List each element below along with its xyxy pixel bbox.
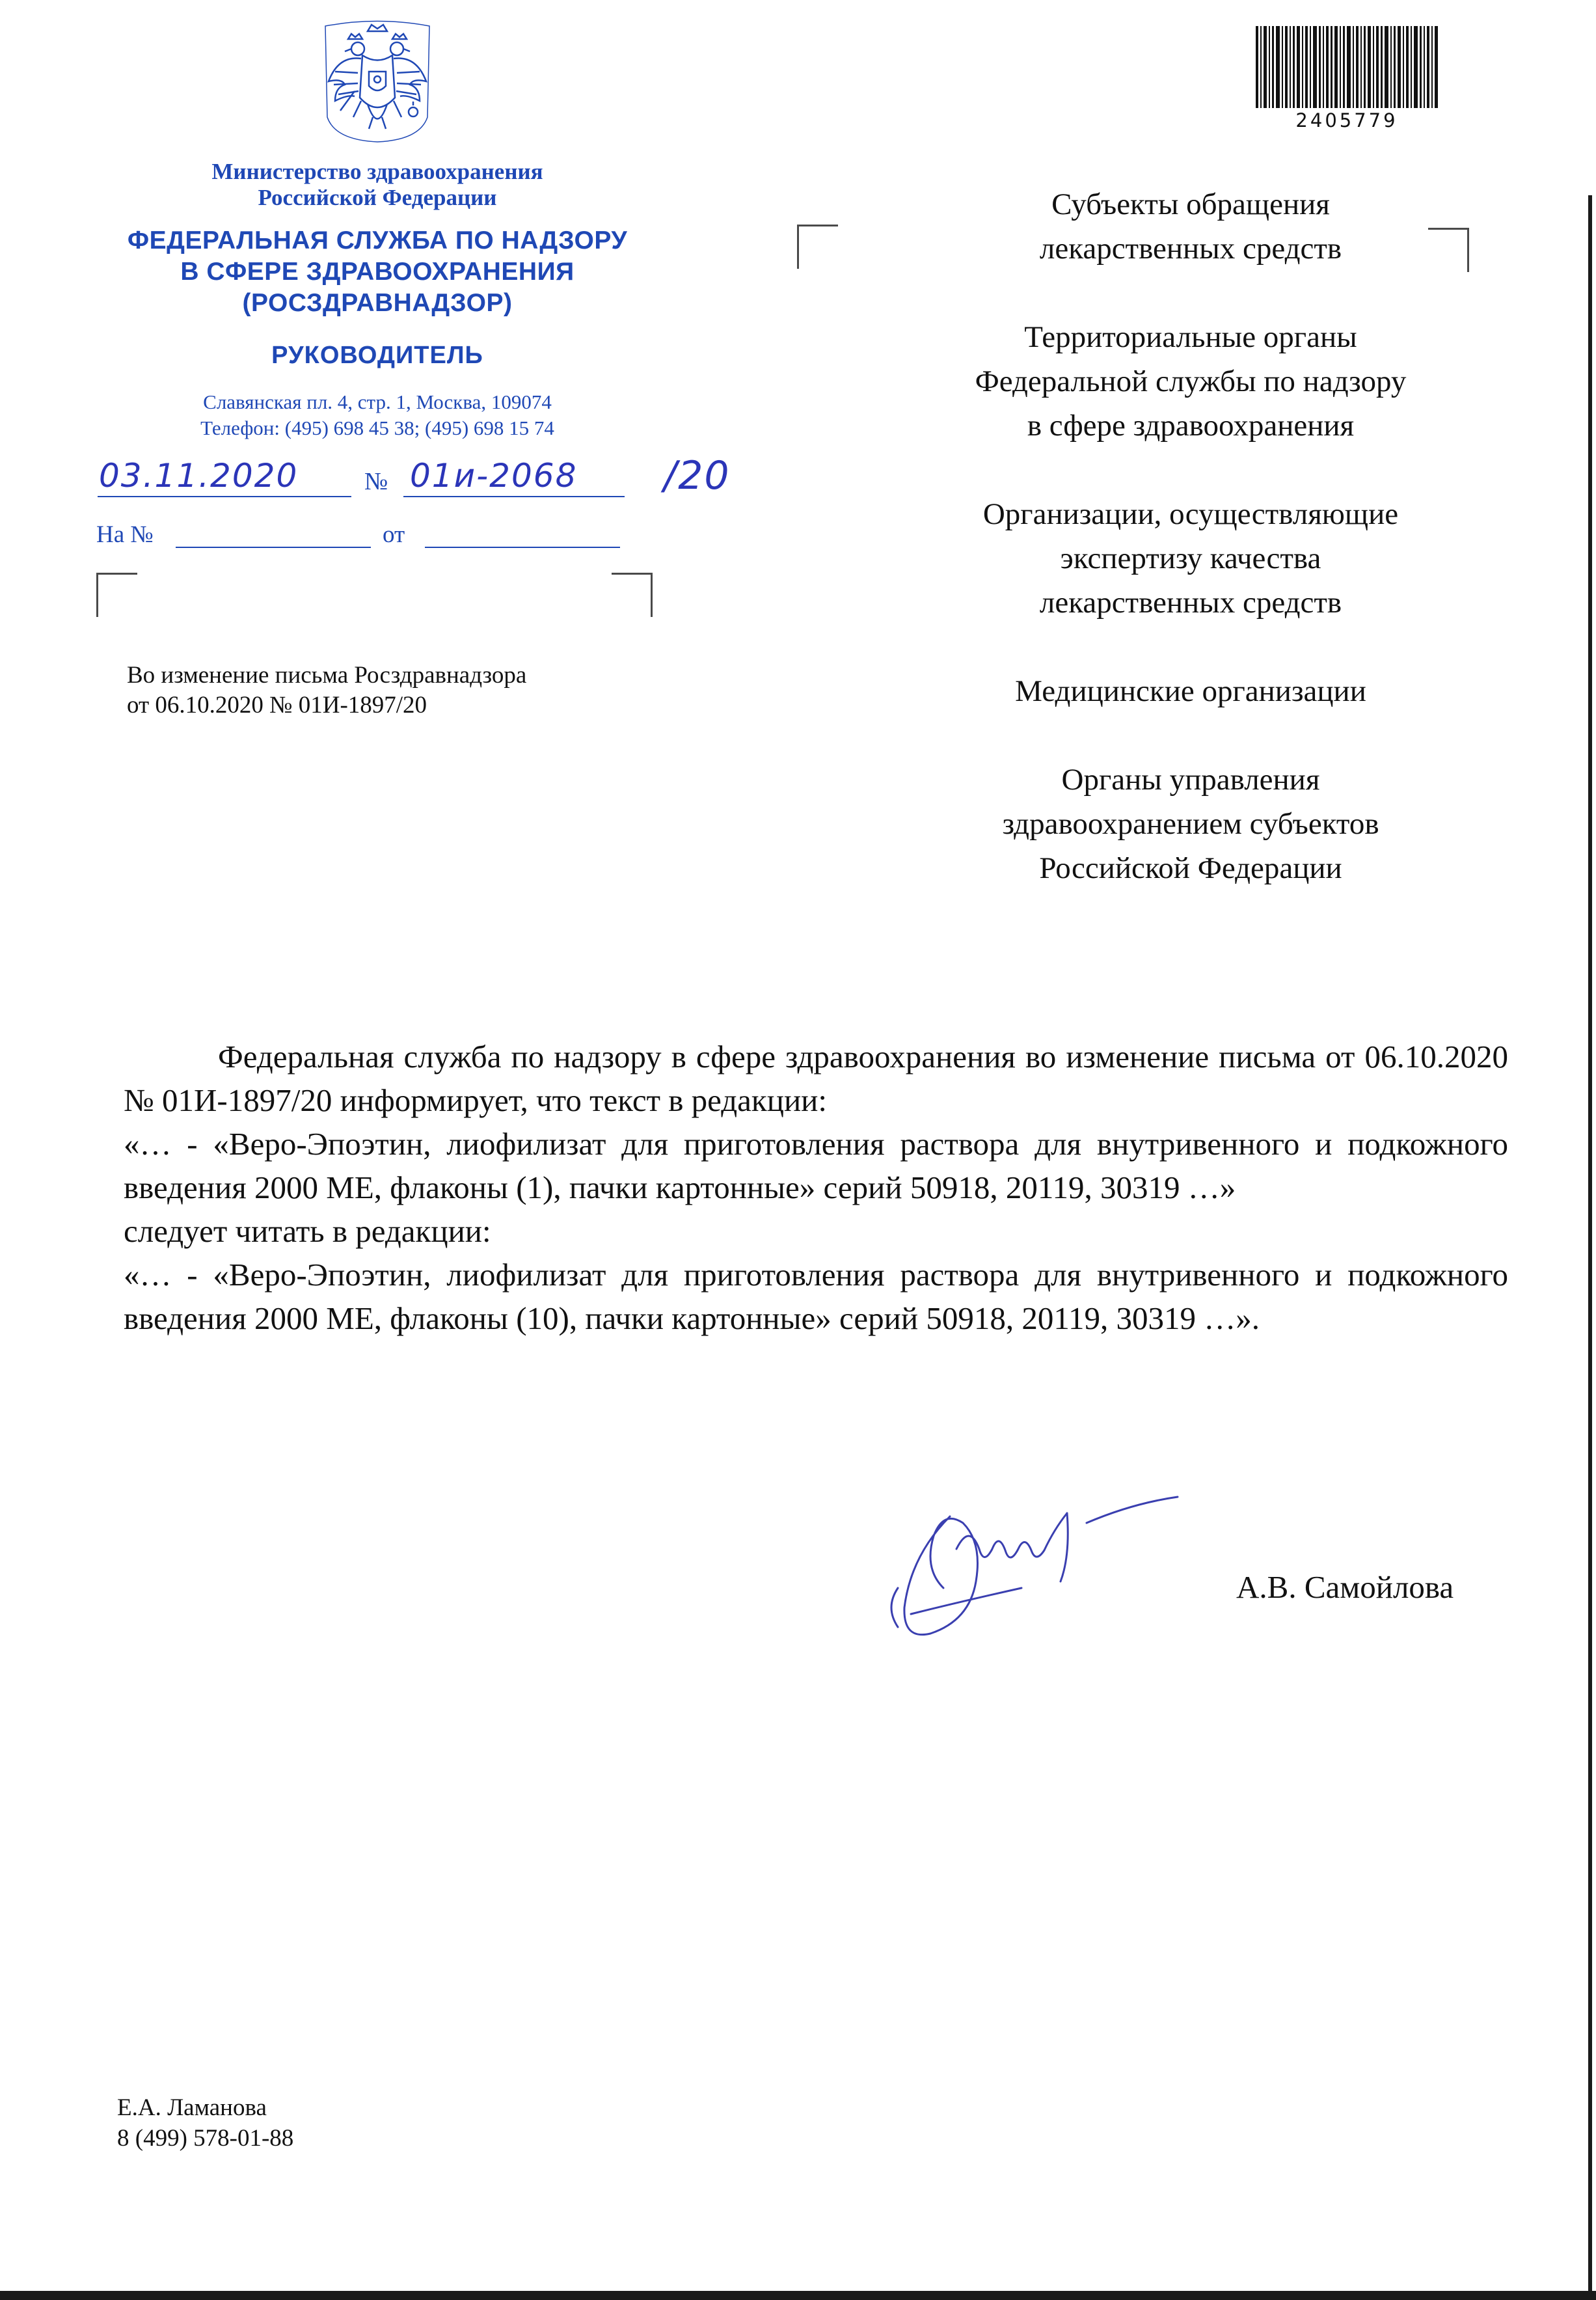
barcode (1256, 26, 1438, 130)
addressee-line: лекарственных средств (1039, 232, 1342, 266)
executor-contact (117, 2092, 293, 2154)
service-line-1: ФЕДЕРАЛЬНАЯ СЛУЖБА ПО НАДЗОРУ (127, 226, 628, 254)
addressee-item (859, 492, 1522, 625)
addressee-line: Медицинские организации (1015, 674, 1366, 708)
ministry-name (91, 159, 664, 211)
body-paragraph-intro: Федеральная служба по надзору в сфере здравоохранения во изменение письма от 06.10.2020 № 01И-1897/20 информирует, что текст в редакции: (124, 1039, 1508, 1118)
head-title: РУКОВОДИТЕЛЬ (271, 342, 483, 369)
from-label: от (383, 521, 405, 548)
addressee-list (859, 182, 1522, 935)
service-name (91, 225, 664, 319)
reference-note-line-2: от 06.10.2020 № 01И-1897/20 (127, 692, 427, 719)
date-underline (98, 496, 351, 497)
address-block (91, 389, 664, 441)
barcode-bars-icon (1256, 26, 1438, 108)
reply-reference-line (96, 521, 662, 553)
body-quote-new: «… - «Веро-Эпоэтин, лиофилизат для приготовления раствора для внутривенного и подкожного введения 2000 МЕ, флаконы (10), пачки картонные» серий 50918, 20119, 30319 …». (124, 1257, 1508, 1336)
addressee-line: экспертизу качества (1060, 541, 1321, 575)
executor-name: Е.А. Ламанова (117, 2094, 267, 2121)
addressee-item (859, 669, 1522, 713)
scan-edge-right (1588, 195, 1592, 2300)
addressee-line: Российской Федерации (1039, 851, 1342, 885)
subject-corner-top-left (96, 573, 137, 617)
double-headed-eagle-emblem-icon (322, 20, 433, 143)
number-sign: № (364, 468, 388, 495)
scan-edge-bottom (0, 2291, 1596, 2300)
addressee-line: Федеральной службы по надзору (975, 364, 1407, 398)
addressee-line: Территориальные органы (1024, 320, 1357, 354)
address: Славянская пл. 4, стр. 1, Москва, 109074 (203, 390, 552, 413)
from-blank (425, 547, 620, 548)
addressee-item (859, 182, 1522, 271)
reference-note-line-1: Во изменение письма Росздравнадзора (127, 662, 527, 689)
service-line-3: (РОСЗДРАВНАДЗОР) (242, 289, 513, 317)
addressee-line: здравоохранением субъектов (1002, 807, 1379, 841)
reference-note (127, 661, 647, 720)
addressee-line: Субъекты обращения (1051, 187, 1330, 221)
letterhead (91, 20, 664, 441)
registration-number: 01и-2068 (410, 457, 578, 495)
ministry-line-2: Российской Федерации (258, 185, 497, 210)
subject-corner-top-right (612, 573, 653, 617)
registration-suffix: /20 (664, 453, 731, 499)
signer-name: А.В. Самойлова (1236, 1569, 1454, 1605)
addressee-item (859, 315, 1522, 448)
executor-phone: 8 (499) 578-01-88 (117, 2125, 294, 2152)
barcode-number: 2405779 (1295, 109, 1398, 131)
reply-to-label: На № (96, 521, 154, 548)
addressee-line: Органы управления (1061, 763, 1320, 797)
reply-to-blank (176, 547, 371, 548)
ministry-line-1: Министерство здравоохранения (211, 159, 543, 184)
phone: Телефон: (495) 698 45 38; (495) 698 15 74 (200, 417, 554, 439)
body-read-as: следует читать в редакции: (124, 1213, 491, 1249)
addressee-line: в сфере здравоохранения (1027, 409, 1355, 443)
number-underline (403, 496, 625, 497)
registration-date: 03.11.2020 (99, 457, 299, 495)
service-line-2: В СФЕРЕ ЗДРАВООХРАНЕНИЯ (180, 258, 575, 286)
body-quote-old: «… - «Веро-Эпоэтин, лиофилизат для приготовления раствора для внутривенного и подкожного введения 2000 МЕ, флаконы (1), пачки картонные» серий 50918, 20119, 30319 …» (124, 1126, 1508, 1205)
addressee-line: Организации, осуществляющие (982, 497, 1399, 531)
letter-body (124, 1035, 1508, 1340)
addressee-line: лекарственных средств (1039, 586, 1342, 620)
addressee-item (859, 758, 1522, 890)
handwritten-signature-icon (872, 1477, 1256, 1660)
registration-line (98, 453, 731, 502)
addressee-corner-top-left (797, 225, 838, 269)
